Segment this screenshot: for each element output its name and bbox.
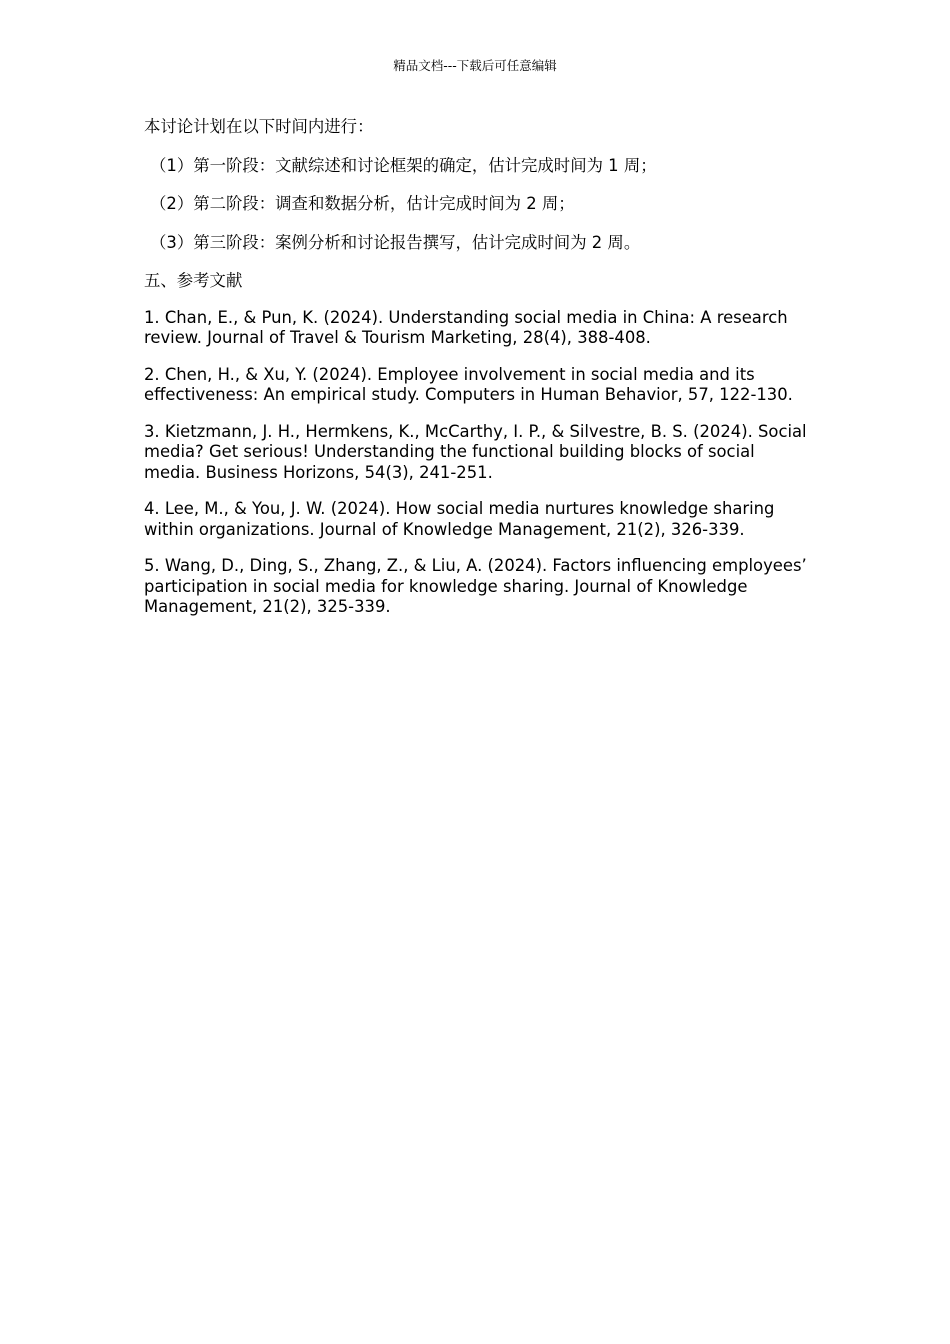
reference-item: 2. Chen, H., & Xu, Y. (2024). Employee involvement in social media and its effectiveness: An empirical study. Computers in Human Behavior, 57, 122-130. — [144, 364, 793, 404]
phase-3: （3）第三阶段：案例分析和讨论报告撰写，估计完成时间为 2 周。 — [150, 232, 641, 252]
reference-item: 1. Chan, E., & Pun, K. (2024). Understanding social media in China: A research review. Journal of Travel & Tourism Marketing, 28(4), 388-408. — [144, 307, 788, 347]
phase-1: （1）第一阶段：文献综述和讨论框架的确定，估计完成时间为 1 周； — [150, 155, 657, 175]
reference-item: 5. Wang, D., Ding, S., Zhang, Z., & Liu, A. (2024). Factors influencing employees’ participation in social media for knowledge sharing. Journal of Knowledge Management, 21(2), 325-339. — [144, 556, 807, 616]
phase-2: （2）第二阶段：调查和数据分析，估计完成时间为 2 周； — [150, 194, 575, 213]
plan-intro: 本讨论计划在以下时间内进行： — [144, 117, 374, 136]
reference-item: 4. Lee, M., & You, J. W. (2024). How social media nurtures knowledge sharing within organizations. Journal of Knowledge Management, 21(2), 326-339. — [144, 499, 775, 539]
references-heading: 五、参考文献 — [144, 271, 243, 290]
reference-item: 3. Kietzmann, J. H., Hermkens, K., McCarthy, I. P., & Silvestre, B. S. (2024). Social media? Get serious! Understanding the functional building blocks of social media. Business Horizons, 54(3), 241-251. — [144, 421, 807, 482]
page-header: 精品文档---下载后可任意编辑 — [393, 58, 557, 73]
document-body — [144, 117, 814, 634]
